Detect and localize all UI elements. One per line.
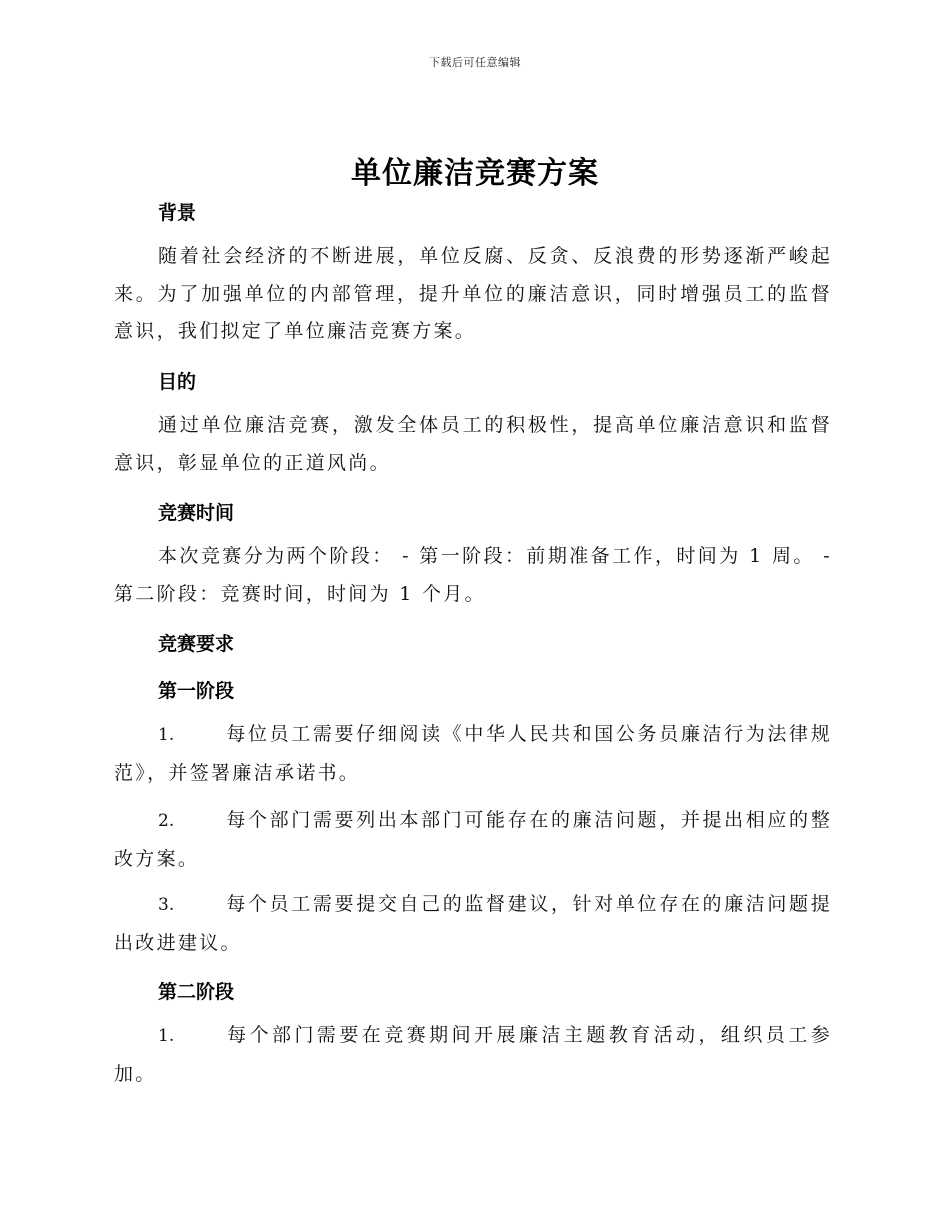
list-item-number: 1. bbox=[158, 1026, 175, 1046]
section-heading-phase2: 第二阶段 bbox=[158, 981, 235, 1003]
document-title: 单位廉洁竞赛方案 bbox=[351, 156, 599, 191]
list-item-text: 每个员工需要提交自己的监督建议，针对单位存在的廉洁问题提出改进建议。 bbox=[114, 893, 832, 954]
section-heading-requirements: 竞赛要求 bbox=[158, 633, 235, 655]
section-phase2 bbox=[114, 977, 832, 1004]
list-item-text: 每位员工需要仔细阅读《中华人民共和国公务员廉洁行为法律规范》，并签署廉洁承诺书。 bbox=[114, 723, 832, 784]
section-requirements bbox=[114, 629, 832, 656]
background-paragraph: 随着社会经济的不断进展，单位反腐、反贪、反浪费的形势逐渐严峻起来。为了加强单位的内部管理，提升单位的廉洁意识，同时增强员工的监督意识，我们拟定了单位廉洁竞赛方案。 bbox=[114, 245, 832, 342]
section-background bbox=[114, 198, 832, 225]
header-note: 下载后可任意编辑 bbox=[429, 56, 521, 69]
section-heading-time: 竞赛时间 bbox=[158, 502, 235, 524]
time-paragraph: 本次竞赛分为两个阶段： - 第一阶段：前期准备工作，时间为 1 周。 - 第二阶段：竞赛时间，时间为 1 个月。 bbox=[114, 545, 832, 605]
list-item-text: 每个部门需要列出本部门可能存在的廉洁问题，并提出相应的整改方案。 bbox=[114, 809, 832, 870]
list-item bbox=[114, 802, 832, 878]
list-item-number: 3. bbox=[158, 895, 175, 915]
section-heading-purpose: 目的 bbox=[158, 371, 197, 393]
list-item bbox=[114, 886, 832, 962]
purpose-paragraph-block bbox=[114, 407, 832, 482]
phase2-item-1 bbox=[114, 1017, 832, 1093]
section-heading-phase1: 第一阶段 bbox=[158, 680, 235, 702]
list-item-number: 1. bbox=[158, 725, 175, 745]
purpose-paragraph: 通过单位廉洁竞赛，激发全体员工的积极性，提高单位廉洁意识和监督意识，彰显单位的正道风尚。 bbox=[114, 414, 832, 474]
list-item-text: 每个部门需要在竞赛期间开展廉洁主题教育活动，组织员工参加。 bbox=[114, 1024, 832, 1085]
list-item-number: 2. bbox=[158, 811, 175, 831]
background-paragraph-block bbox=[114, 238, 832, 351]
list-item bbox=[114, 716, 832, 792]
section-heading-background: 背景 bbox=[158, 202, 197, 224]
time-paragraph-block bbox=[114, 538, 832, 613]
phase1-item-3 bbox=[114, 886, 832, 962]
section-phase1 bbox=[114, 676, 832, 703]
phase1-item-2 bbox=[114, 802, 832, 878]
section-time bbox=[114, 498, 832, 525]
list-item bbox=[114, 1017, 832, 1093]
section-purpose bbox=[114, 367, 832, 394]
phase1-item-1 bbox=[114, 716, 832, 792]
